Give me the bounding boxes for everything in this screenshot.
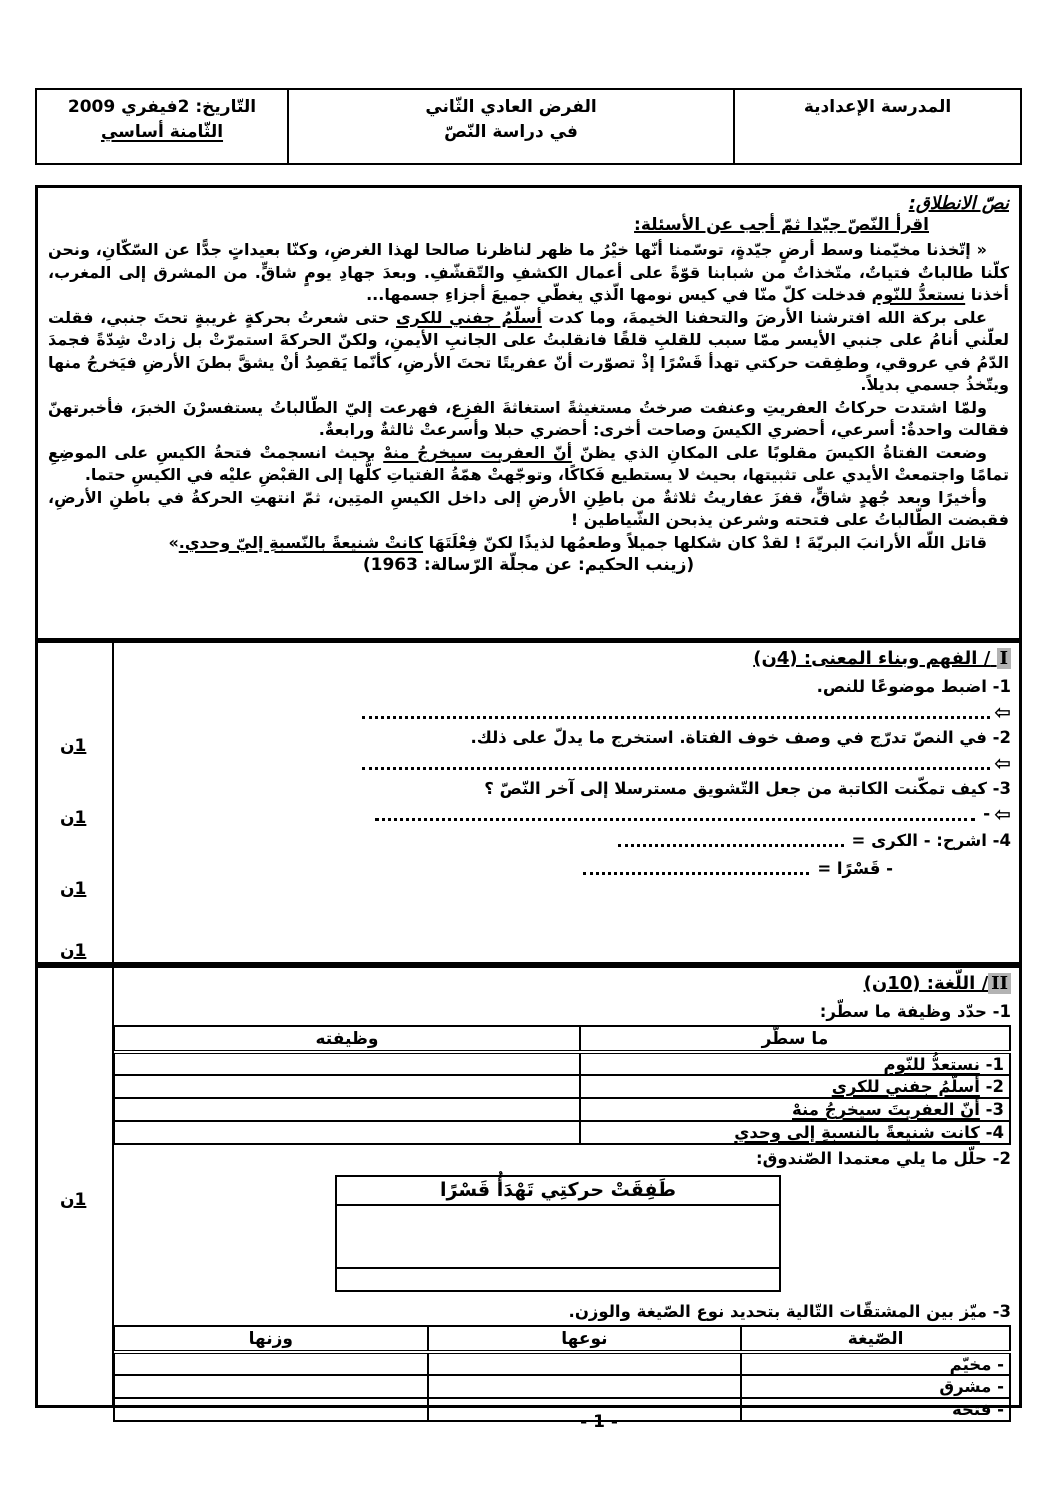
- exam-date: التّاريخ: 2فيفري 2009: [67, 97, 257, 117]
- table-row: - مشرق: [114, 1375, 1010, 1398]
- question-4b: - قَسْرًا =: [122, 854, 893, 882]
- derivatives-table: [113, 1325, 1011, 1422]
- text-label: نصّ الانطلاق:: [908, 193, 1009, 214]
- table-row: - مخيّم: [114, 1352, 1010, 1375]
- answer-cell: [114, 1075, 580, 1098]
- answer-cell: [114, 1352, 428, 1375]
- table-header-row: [114, 1026, 1010, 1052]
- header-table: [35, 88, 1022, 165]
- answer-cell: [428, 1352, 742, 1375]
- mark-badge: 1ن: [60, 1190, 87, 1210]
- col-header-sigha: الصّيغة: [741, 1326, 1010, 1352]
- dotted-blank: [375, 808, 975, 821]
- lang-question-3: 3- ميّز بين المشتقّات التّالية بتحديد نوع الصّيغة والوزن.: [568, 1302, 1011, 1321]
- page-number: - 1 -: [580, 1412, 618, 1432]
- section2-numeral: II: [988, 973, 1011, 994]
- analysis-box-blank-row: [337, 1269, 779, 1290]
- table-row: 4- كانت شنيعةً بالنسبةِ إلى وحدي: [114, 1121, 1010, 1144]
- section1-content: [112, 643, 1019, 962]
- exam-title-cell: [287, 90, 733, 163]
- col-header-phrase: ما سطّر: [580, 1026, 1010, 1052]
- exam-title-line1: الفرض العادي الثّاني: [425, 97, 597, 117]
- answer-line-3: [122, 802, 1011, 826]
- dotted-blank: [362, 706, 990, 719]
- table-row: - فتحة: [114, 1398, 1010, 1421]
- dotted-blank: [618, 834, 844, 847]
- paragraph-5: وأخيرًا وبعد جُهدٍ شاقٍّ، قفزَ عفاريتُ ثلاثةٌ من باطِنِ الأرضِ إلى داخل الكيسِ المتِين، ثمّ انتهتِ الحركةُ في باطنِ الأرضِ، فقبضت الطّالباتُ على فتحته وشرعن يذبحن الشّياطين !: [48, 487, 1009, 529]
- section2-title: II/ اللّغة: (10ن): [122, 973, 1011, 994]
- answer-cell: [114, 1121, 580, 1144]
- table-row: 3- أنّ العفريتَ سيخرجُ منهْ: [114, 1098, 1010, 1121]
- section1-title: I / الفهم وبناء المعنى: (4ن): [122, 648, 1011, 669]
- table-row: 2- أسلّمُ جفني للكرى: [114, 1075, 1010, 1098]
- reading-text-box: [35, 185, 1022, 641]
- left-arrow-icon: ⇦: [994, 751, 1011, 775]
- lang-question-2: 2- حلّل ما يلي معتمدا الصّندوق:: [756, 1149, 1011, 1168]
- section-language: [35, 965, 1022, 1419]
- paragraph-4: وضعت الفتاةُ الكيسَ مقلوبًا على المكانِ الذي يظنّ أنّ العفريت سيخرجُ منهْ بحيث انسجمتْ فتحةُ الكيسِ على الموضِعِ تمامًا واجتمعتْ الأيدي على تثبيتها، بحيث لا يستطيع فَكاكًا، وتوجّهتْ همّةُ الفتياتِ كلُّها إلى القبْضِ عليْه في الكيسِ حتما.: [48, 442, 1009, 484]
- date-cell: [37, 90, 287, 163]
- question-3: 3- كيف تمكّنت الكاتبة من جعل التّشويق مسترسلا إلى آخر النّصّ ؟: [484, 779, 1011, 798]
- section-comprehension: [35, 640, 1022, 965]
- lang-question-1: 1- حدّد وظيفة ما سطّر:: [819, 1002, 1011, 1021]
- paragraph-3: ولمّا اشتدت حركاتُ العفريتِ وعنفت صرختُ مستغيثةً استغاثةَ الفزِع، فهرعت إليّ الطّالباتُ يستفسرْنَ الخبرَ، فأخبرتهنّ فقالت واحدةٌ: أسرعي، أحضري الكيسَ وصاحت أخرى: أحضري حبلا وأسرعتْ ثالثةٌ ورابعةٌ.: [48, 397, 1009, 439]
- col-header-wazn: وزنها: [114, 1326, 428, 1352]
- answer-cell: [114, 1098, 580, 1121]
- answer-line-2: [122, 751, 1011, 775]
- school-name: المدرسة الإعدادية: [803, 97, 952, 117]
- section1-numeral: I: [997, 648, 1011, 669]
- col-header-type: نوعها: [428, 1326, 742, 1352]
- left-arrow-icon: ⇦: [994, 700, 1011, 724]
- section2-content: [112, 968, 1019, 1419]
- analysis-box-title: طَفِقَتْ حركتِي تَهْدَأُ قَسْرًا: [337, 1177, 779, 1206]
- answer-cell: [428, 1375, 742, 1398]
- text-attribution: (زينب الحكيم: عن مجلّة الرّسالة: 1963): [362, 555, 695, 575]
- left-arrow-icon: ⇦: [994, 802, 1011, 826]
- dotted-blank: [362, 757, 990, 770]
- table-header-row: [114, 1326, 1010, 1352]
- underlined-phrases-table: [113, 1025, 1011, 1145]
- question-1: 1- اضبط موضوعًا للنص.: [816, 677, 1011, 696]
- paragraph-1: « إتّخذنا مخيّمنا وسط أرضٍ جيّدةٍ، توسّمنا أنّها خيْرُ ما ظهر لناظرنا صالحا لهذا الغرضِ، وكنّا بعيداتٍ جدًّا عن السّكّانِ، ونحن كلّنا طالباتٌ فتياتٌ، متّخذاتٌ من شبابنا قوّةً على أعمال الكشفِ والتّقشّفِ. وبعدَ جهادِ يومٍ شاقٍّ. من المشرق إلى المغرب، أخذنا نستعدُّ للنّوم فدخلت كلّ منّا في كيس نومها الّذي يغطّي جميعَ أجزاءِ جسمها...: [48, 240, 1009, 304]
- table-row: 1- نستعدُّ للنّوم: [114, 1052, 1010, 1075]
- col-header-function: وظيفته: [114, 1026, 580, 1052]
- school-name-cell: [733, 90, 1020, 163]
- mark-badge: 1ن: [60, 879, 87, 899]
- class-level: الثّامنة أساسي: [100, 122, 224, 142]
- dotted-blank: [583, 862, 809, 875]
- mark-badge: 1ن: [60, 941, 87, 961]
- answer-line-1: [122, 700, 1011, 724]
- dash: -: [983, 804, 991, 824]
- question-2: 2- في النصّ تدرّج في وصف خوف الفتاة. استخرج ما يدلّ على ذلك.: [470, 728, 1011, 747]
- paragraph-2: على بركة الله افترشنا الأرضَ والتحفنا الخيمةَ، وما كدت أسلّمُ جفني للكرى حتى شعرتُ بحركةٍ غريبةٍ تحتَ جنبي، فقلت لعلّني أنامُ على جنبي الأيسر ممّا سبب للقلبِ قلقًا فانقلبتُ على الجانبِ الأيمنِ، ولكنّ الحركةَ استمرّتْ بل زادتْ شِدّةً فجمدَ الدّمُ في عروقي، وطفِقت حركتي تهدأ قَسْرًا إذْ تصوّرت أنّ عفريتًا تحتَ الأرضِ، كأنّما يَقصِدُ أنْ يشقَّ بطنَ الأرضِ فيَخرجُ منها ويتّخذُ جسمي بديلاً.: [48, 307, 1009, 394]
- text-instruction: اقرأ النّصّ جيّدا ثمّ أجب عن الأسئلة:: [634, 215, 929, 235]
- answer-cell: [114, 1052, 580, 1075]
- question-4: 4- اشرح: - الكرى =: [122, 826, 1011, 854]
- analysis-box-blank: [337, 1206, 779, 1269]
- paragraph-6: قاتل اللّه الأرانبَ البريّةَ ! لقدْ كان شكلها جميلاً وطعمُها لذيذًا لكنّ فِعْلَتَهَا كانتْ شنيعةً بالنّسبةِ إليّ وحدي.»: [168, 532, 987, 552]
- mark-badge: 1ن: [60, 736, 87, 756]
- answer-cell: [114, 1375, 428, 1398]
- analysis-box: [335, 1175, 781, 1292]
- mark-badge: 1ن: [60, 808, 87, 828]
- exam-title-line2: في دراسة النّصّ: [444, 122, 578, 142]
